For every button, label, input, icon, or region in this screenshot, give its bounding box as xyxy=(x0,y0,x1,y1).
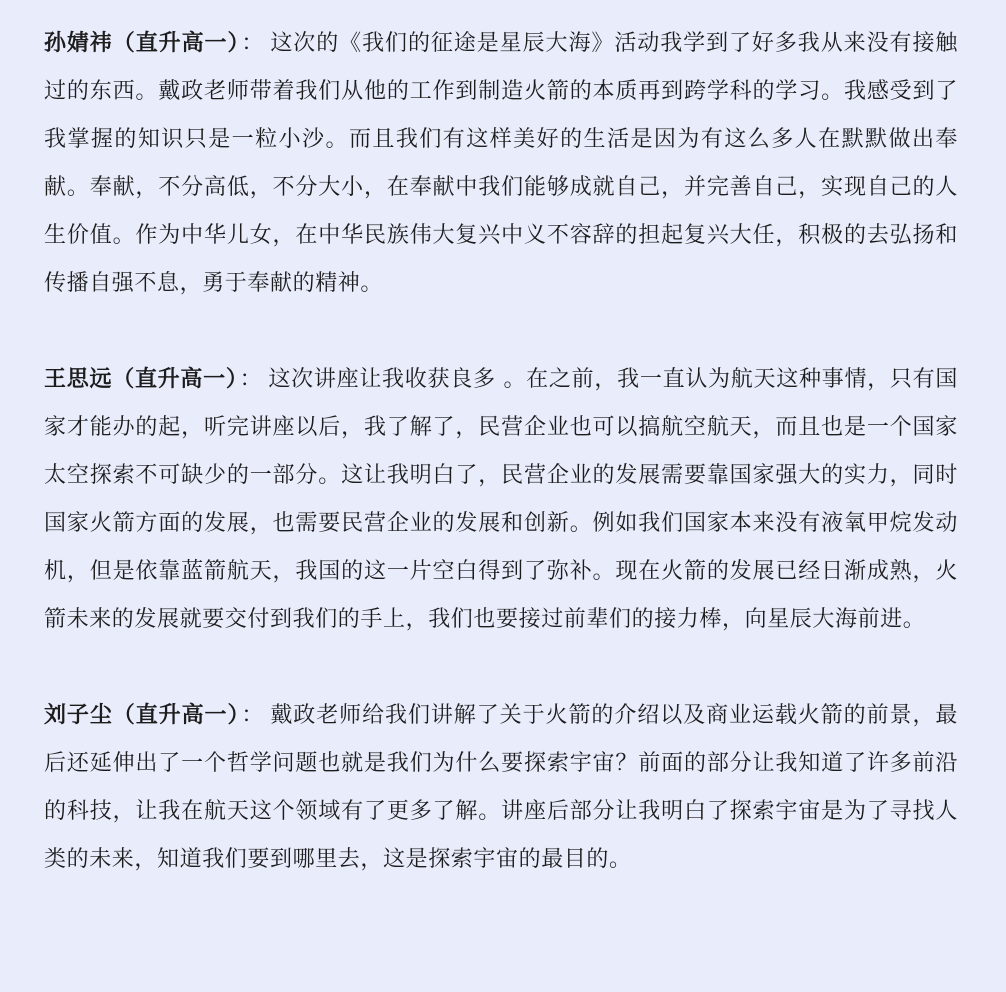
student-reflection-entry xyxy=(44,20,958,308)
student-name: 孙婧祎（直升高一） xyxy=(44,31,240,56)
reflection-text: 这次讲座让我收获良多 。在之前，我一直认为航天这种事情，只有国家才能办的起，听完讲座以后，我了解了，民营企业也可以搞航空航天，而且也是一个国家太空探索不可缺少的一部分。这让我明白了，民营企业的发展需要靠国家强大的实力，同时国家火箭方面的发展，也需要民营企业的发展和创新。例如我们国家本来没有液氧甲烷发动机，但是依靠蓝箭航天，我国的这一片空白得到了弥补。现在火箭的发展已经日渐成熟，火箭未来的发展就要交付到我们的手上，我们也要接过前辈们的接力棒，向星辰大海前进。 xyxy=(44,367,959,632)
student-reflection-entry xyxy=(44,356,958,644)
name-separator: ： xyxy=(241,31,265,56)
student-reflection-entry xyxy=(44,692,958,884)
reflection-text: 这次的《我们的征途是星辰大海》活动我学到了好多我从来没有接触过的东西。戴政老师带着我们从他的工作到制造火箭的本质再到跨学科的学习。我感受到了我掌握的知识只是一粒小沙。而且我们有这样美好的生活是因为有这么多人在默默做出奉献。奉献，不分高低，不分大小，在奉献中我们能够成就自己，并完善自己，实现自己的人生价值。作为中华儿女，在中华民族伟大复兴中义不容辞的担起复兴大任，积极的去弘扬和传播自强不息，勇于奉献的精神。 xyxy=(44,31,958,296)
student-name: 刘子尘（直升高一） xyxy=(44,703,240,728)
reflection-text: 戴政老师给我们讲解了关于火箭的介绍以及商业运载火箭的前景，最后还延伸出了一个哲学问题也就是我们为什么要探索宇宙？前面的部分让我知道了许多前沿的科技，让我在航天这个领域有了更多了解。讲座后部分让我明白了探索宇宙是为了寻找人类的未来，知道我们要到哪里去，这是探索宇宙的最目的。 xyxy=(44,703,958,872)
name-separator: ： xyxy=(239,367,263,392)
name-separator: ： xyxy=(241,703,265,728)
student-name: 王思远（直升高一） xyxy=(44,367,238,392)
